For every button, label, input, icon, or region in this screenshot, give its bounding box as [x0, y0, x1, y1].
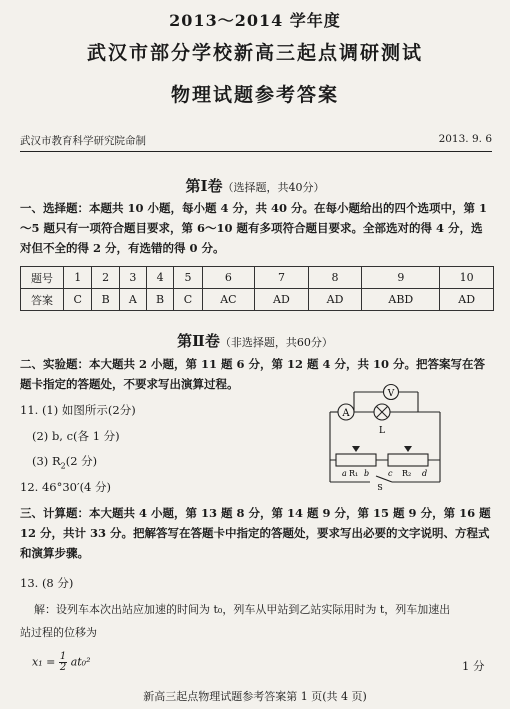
resistor-r1-icon [336, 454, 376, 466]
slider-arrow-icon [404, 446, 412, 452]
table-cell: 答案 [21, 289, 64, 311]
table-cell: AD [255, 289, 309, 311]
terminal-b-label: b [364, 469, 370, 478]
ammeter-label: A [342, 408, 350, 419]
table-cell: 4 [146, 267, 173, 289]
terminal-d-label: d [422, 469, 428, 478]
r2-label: R₂ [402, 469, 412, 478]
table-cell: 6 [202, 267, 254, 289]
table-cell: AD [308, 289, 362, 311]
table-cell: 5 [174, 267, 202, 289]
equation-score: 1 分 [462, 659, 485, 673]
exam-title: 武汉市部分学校新高三起点调研测试 [86, 42, 423, 64]
table-cell: C [64, 289, 92, 311]
q11-part1: 11. (1) 如图所示(2分) [20, 403, 136, 417]
r1-label: R₁ [349, 469, 359, 478]
table-cell: B [146, 289, 173, 311]
table-cell: 2 [92, 267, 119, 289]
academic-year: 2013～2014 学年度 [169, 11, 341, 30]
terminal-a-label: a [342, 469, 347, 478]
table-cell: 10 [440, 267, 494, 289]
table-cell: 9 [362, 267, 440, 289]
part2-heading: 第Ⅱ卷（非选择题，共60分） [177, 332, 333, 350]
experiment-instructions: 二、实验题：本大题共 2 小题，第 11 题 6 分，第 12 题 4 分，共 10 分。把答案写在答题卡指定的答题处，不要求写出演算过程。 [20, 357, 486, 391]
table-cell: C [174, 289, 202, 311]
solution-line-2: 站过程的位移为 [20, 626, 97, 639]
lamp-label: L [379, 426, 385, 436]
q13-heading: 13. (8 分) [20, 576, 74, 590]
solution-line-1: 解：设列车本次出站应加速的时间为 t₀，列车从甲站到乙站实际用时为 t，列车加速出 [34, 603, 451, 616]
calculation-instructions: 三、计算题：本大题共 4 小题，第 13 题 8 分，第 14 题 9 分，第 15 题 9 分，第 16 题 12 分，共计 33 分。把解答写在答题卡中指定的答题处，要求写出必要的文字说明、方程式和演算步骤。 [20, 506, 491, 560]
q11-part2: (2) b, c(各 1 分) [32, 429, 120, 443]
part1-heading: 第Ⅰ卷（选择题，共40分） [185, 177, 325, 195]
table-cell: 8 [308, 267, 362, 289]
table-cell: AD [440, 289, 494, 311]
table-cell: AC [202, 289, 254, 311]
terminal-c-label: c [388, 469, 393, 478]
fraction: $\frac{1}{2}$ [59, 651, 67, 673]
lamp-icon [374, 404, 390, 420]
subject-title: 物理试题参考答案 [170, 84, 339, 106]
part1-instructions: 一、选择题：本题共 10 小题，每小题 4 分，共 40 分。在每小题给出的四个选项中，第 1～5 题只有一项符合题目要求，第 6～10 题有多项符合题目要求。全部选对的得 4 分，选对但不全的得 2 分，有选错的得 0 分。 [20, 201, 488, 255]
q11-part3: (3) $R_2(2$ 分) [32, 454, 98, 471]
table-row [21, 289, 494, 311]
slider-arrow-icon [352, 446, 360, 452]
table-cell: A [119, 289, 146, 311]
table-cell: 7 [255, 267, 309, 289]
header-divider [20, 151, 492, 152]
equation-x1: x₁ = $\frac{1}{2}$ at₀² [32, 651, 91, 673]
table-cell: 3 [119, 267, 146, 289]
exam-date: 2013. 9. 6 [438, 133, 492, 145]
table-cell: 1 [64, 267, 92, 289]
circuit-diagram [318, 382, 448, 490]
answer-table [20, 266, 494, 311]
q12-answer: 12. 46°30′(4 分) [20, 480, 112, 494]
page-footer: 新高三起点物理试题参考答案第 1 页(共 4 页) [143, 690, 367, 703]
table-cell: 题号 [21, 267, 64, 289]
table-cell: B [92, 289, 119, 311]
voltmeter-label: V [387, 389, 395, 399]
table-cell: ABD [362, 289, 440, 311]
switch-label: S [377, 483, 383, 490]
table-row [21, 267, 494, 289]
publisher: 武汉市教育科学研究院命制 [20, 135, 146, 147]
resistor-r2-icon [388, 454, 428, 466]
